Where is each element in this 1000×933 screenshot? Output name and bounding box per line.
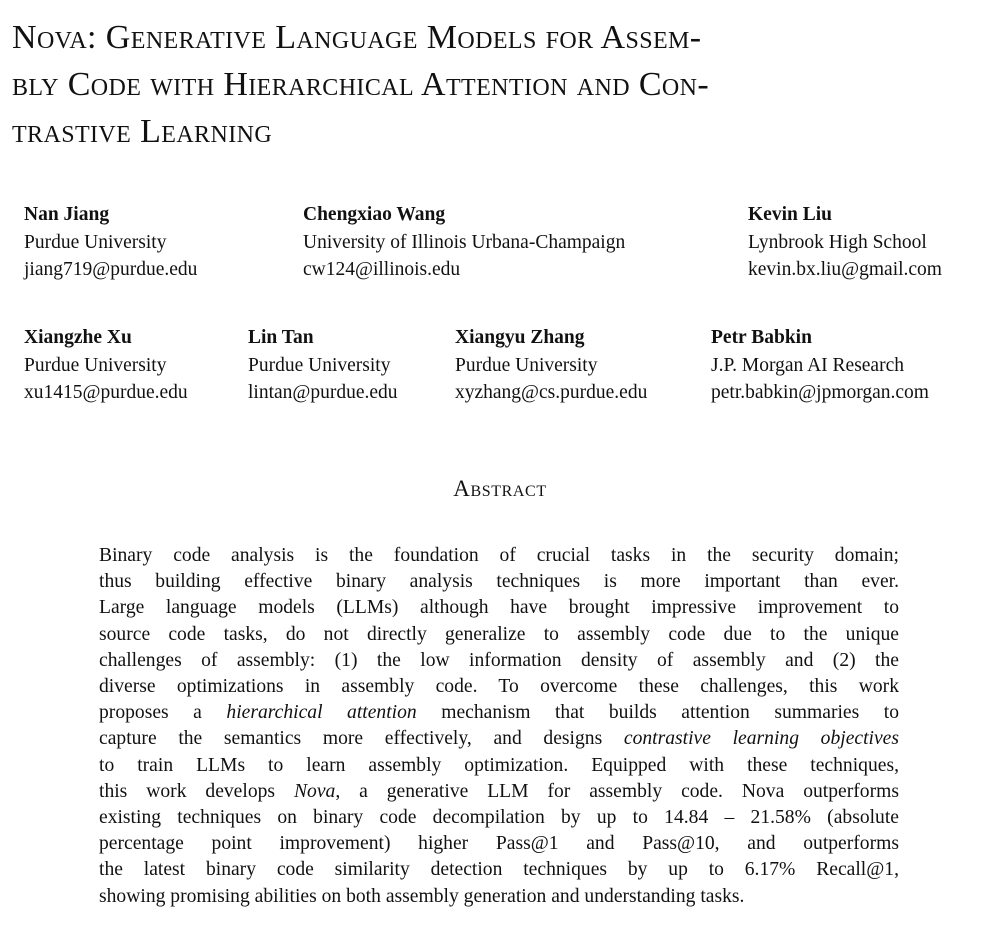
author-block [748,201,942,284]
abstract-line: source code tasks, do not directly generalize to assembly code due to the unique [99,623,899,645]
abstract-line: thus building effective binary analysis techniques is more important than ever. [99,571,899,593]
author-email[interactable]: xyzhang@cs.purdue.edu [455,382,648,403]
author-email[interactable]: cw124@illinois.edu [303,259,461,280]
author-block [248,324,398,407]
abstract-line: existing techniques on binary code decompilation by up to 14.84 – 21.58% (absolute [99,807,899,829]
author-block [24,201,197,284]
author-name: Nan Jiang [24,204,110,225]
author-block [455,324,647,407]
author-name: Lin Tan [248,327,314,348]
author-email[interactable]: lintan@purdue.edu [248,382,398,403]
author-affiliation: University of Illinois Urbana-Champaign [303,231,626,253]
emphasized-term: hierarchical attention [226,702,417,724]
abstract-line: this work develops Nova, a generative LLM for assembly code. Nova outperforms [99,780,899,802]
author-name: Chengxiao Wang [303,204,446,225]
abstract-heading: Abstract [453,476,547,501]
author-block [711,324,929,407]
author-affiliation: Lynbrook High School [748,231,927,253]
title-line: Nova: Generative Language Models for Assem- [12,19,702,56]
title-line: bly Code with Hierarchical Attention and Con- [12,66,710,103]
abstract-line: Large language models (LLMs) although have brought impressive improvement to [99,597,899,619]
emphasized-term: contrastive learning objectives [623,728,899,750]
author-name: Petr Babkin [711,327,812,348]
paper-title [12,14,992,155]
author-name: Kevin Liu [748,204,832,225]
emphasized-term: Nova [293,780,336,802]
author-block [24,324,188,407]
abstract-line: the latest binary code similarity detection techniques by up to 6.17% Recall@1, [99,859,899,881]
author-block [303,201,625,284]
author-name: Xiangzhe Xu [24,327,132,348]
abstract-line: percentage point improvement) higher Pass@1 and Pass@10, and outperforms [99,833,899,855]
abstract-line: challenges of assembly: (1) the low information density of assembly and (2) the [99,649,899,671]
author-affiliation: Purdue University [455,354,598,376]
author-affiliation: J.P. Morgan AI Research [711,354,904,376]
author-affiliation: Purdue University [248,354,391,376]
abstract-line: capture the semantics more effectively, and designs contrastive learning objectives [99,728,899,750]
author-affiliation: Purdue University [24,354,167,376]
author-email[interactable]: petr.babkin@jpmorgan.com [711,382,929,403]
author-affiliation: Purdue University [24,231,167,253]
author-email[interactable]: jiang719@purdue.edu [24,259,198,280]
abstract-line: Binary code analysis is the foundation of crucial tasks in the security domain; [99,545,899,566]
title-line: trastive Learning [12,113,273,150]
abstract-line: showing promising abilities on both assembly generation and understanding tasks. [99,885,745,907]
author-name: Xiangyu Zhang [455,327,585,348]
abstract-line: proposes a hierarchical attention mechanism that builds attention summaries to [99,702,899,724]
author-email[interactable]: xu1415@purdue.edu [24,382,188,403]
author-email[interactable]: kevin.bx.liu@gmail.com [748,259,942,280]
abstract-body [99,543,899,910]
abstract-line: diverse optimizations in assembly code. To overcome these challenges, this work [99,676,899,698]
abstract-line: to train LLMs to learn assembly optimization. Equipped with these techniques, [99,754,899,776]
